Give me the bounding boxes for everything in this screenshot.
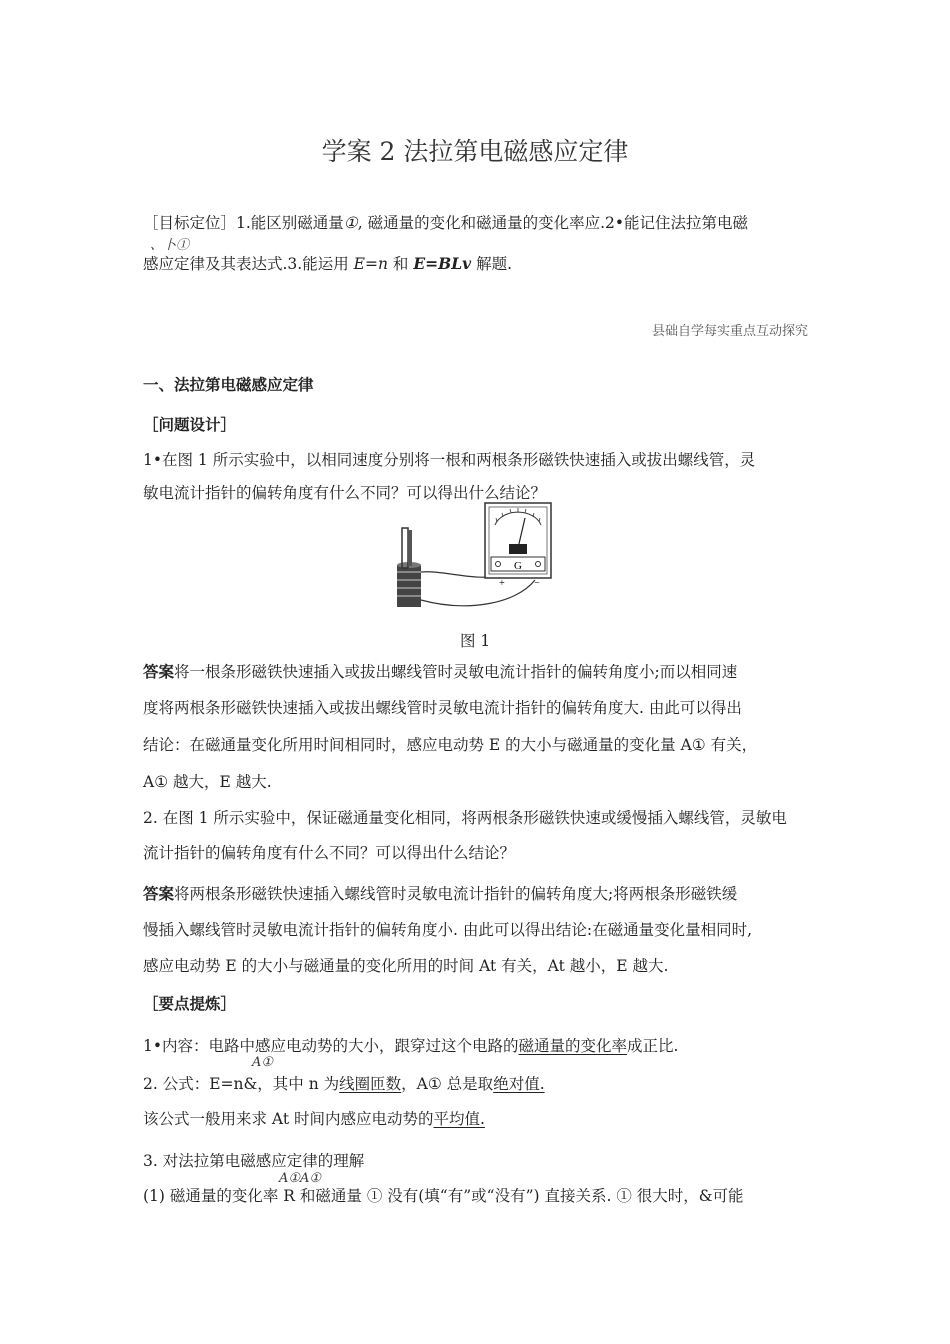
question-1-line-2: 敏电流计指针的偏转角度有什么不同？可以得出什么结论？ — [143, 484, 547, 502]
key-point-3: 3. 对法拉第电磁感应定律的理解 — [143, 1152, 365, 1170]
objectives-overlay: 、卜① — [150, 238, 190, 253]
answer-2-line-1 — [143, 884, 737, 904]
objectives-text-rest: 磁通量的变化和磁通量的变化率应.2•能记住法拉第电磁 — [367, 214, 748, 232]
kp2b-text: 该公式一般用来求 At 时间内感应电动势的 — [143, 1110, 434, 1128]
answer-1-line-1 — [143, 662, 737, 682]
answer-2-line-3: 感应电动势 E 的大小与磁通量的变化所用的时间 At 有关，At 越小，E 越大. — [143, 957, 669, 975]
kp1-text: 1•内容：电路中感应电动势的大小，跟穿过这个电路的 — [143, 1037, 519, 1055]
objectives-line-2 — [143, 254, 512, 274]
kp2-underlined-1: 线圈匝数 — [339, 1075, 402, 1093]
experiment-figure — [385, 500, 555, 615]
formula-e-n: E=n — [353, 255, 388, 273]
answer-1-line-3: 结论：在磁通量变化所用时间相同时，感应电动势 E 的大小与磁通量的变化量 A① 有关， — [143, 736, 758, 754]
page-title: 学案 2 法拉第电磁感应定律 — [321, 137, 629, 166]
key-points-heading: ［要点提炼］ — [143, 994, 237, 1013]
minus-terminal: − — [534, 578, 540, 589]
wire-bottom — [421, 580, 535, 606]
key-point-3-1: (1) 磁通量的变化率 R 和磁通量 ① 没有(填“有”或“没有”) 直接关系. ① 很大时，&可能 — [143, 1187, 744, 1205]
objectives-text-2: 感应定律及其表达式.3.能运用 — [143, 255, 349, 273]
kp2-overlay: A① — [252, 1055, 274, 1070]
kp2-underlined-2: 绝对值. — [493, 1075, 545, 1093]
question-2-line-2: 流计指针的偏转角度有什么不同？可以得出什么结论？ — [143, 844, 516, 862]
and-text: 和 — [392, 255, 409, 273]
objectives-tail: 解题. — [476, 255, 513, 273]
problem-design-heading: ［问题设计］ — [143, 415, 237, 434]
answer-label: 答案 — [143, 662, 175, 681]
kp2-mid: ，A① 总是取 — [401, 1075, 494, 1093]
section-heading: 一、法拉第电磁感应定律 — [143, 375, 314, 394]
question-2-line-1: 2. 在图 1 所示实验中，保证磁通量变化相同，将两根条形磁铁快速或缓慢插入螺线管，灵敏电 — [143, 809, 787, 827]
header-right-text: 县础自学每实重点互动探究 — [651, 324, 808, 339]
objectives-text: ［目标定位］1.能区别磁通量 — [143, 214, 344, 232]
plus-terminal: + — [499, 578, 505, 589]
solenoid-coil — [397, 565, 421, 607]
answer-label-2: 答案 — [143, 884, 175, 903]
kp1-tail: 成正比. — [627, 1037, 679, 1055]
bar-magnet — [402, 528, 408, 568]
figure-caption: 图 1 — [460, 632, 491, 650]
answer-2-text: 将两根条形磁铁快速插入螺线管时灵敏电流计指针的偏转角度大;将两根条形磁铁缓 — [174, 885, 738, 903]
answer-1-text: 将一根条形磁铁快速插入或拔出螺线管时灵敏电流计指针的偏转角度小;而以相同速 — [174, 663, 738, 681]
formula-e-blv: E=BLv — [413, 254, 472, 273]
question-1-line-1: 1•在图 1 所示实验中，以相同速度分别将一根和两根条形磁铁快速插入或拔出螺线管，灵 — [143, 451, 756, 469]
key-point-1 — [143, 1036, 678, 1056]
answer-1-line-2: 度将两根条形磁铁快速插入或拔出螺线管时灵敏电流计指针的偏转角度大. 由此可以得出 — [143, 699, 742, 717]
meter-label: G — [514, 560, 522, 572]
answer-1-line-4: A① 越大，E 越大. — [143, 773, 272, 791]
meter-pivot — [509, 544, 527, 554]
answer-2-line-2: 慢插入螺线管时灵敏电流计指针的偏转角度小. 由此可以得出结论:在磁通量变化量相同时, — [143, 921, 753, 939]
phi-symbol: ① — [343, 214, 358, 232]
objectives-line-1: ［目标定位］1.能区别磁通量①, 磁通量的变化和磁通量的变化率应.2•能记住法拉第电磁 — [143, 214, 748, 232]
key-point-2 — [143, 1074, 545, 1094]
kp3-overlay: A①A① — [279, 1171, 322, 1186]
kp2-text: 2. 公式：E=n&，其中 n 为 — [143, 1075, 340, 1093]
kp1-underlined: 磁通量的变化率 — [518, 1037, 628, 1055]
key-point-2b — [143, 1109, 485, 1129]
kp2b-underlined: 平均值. — [433, 1110, 485, 1128]
